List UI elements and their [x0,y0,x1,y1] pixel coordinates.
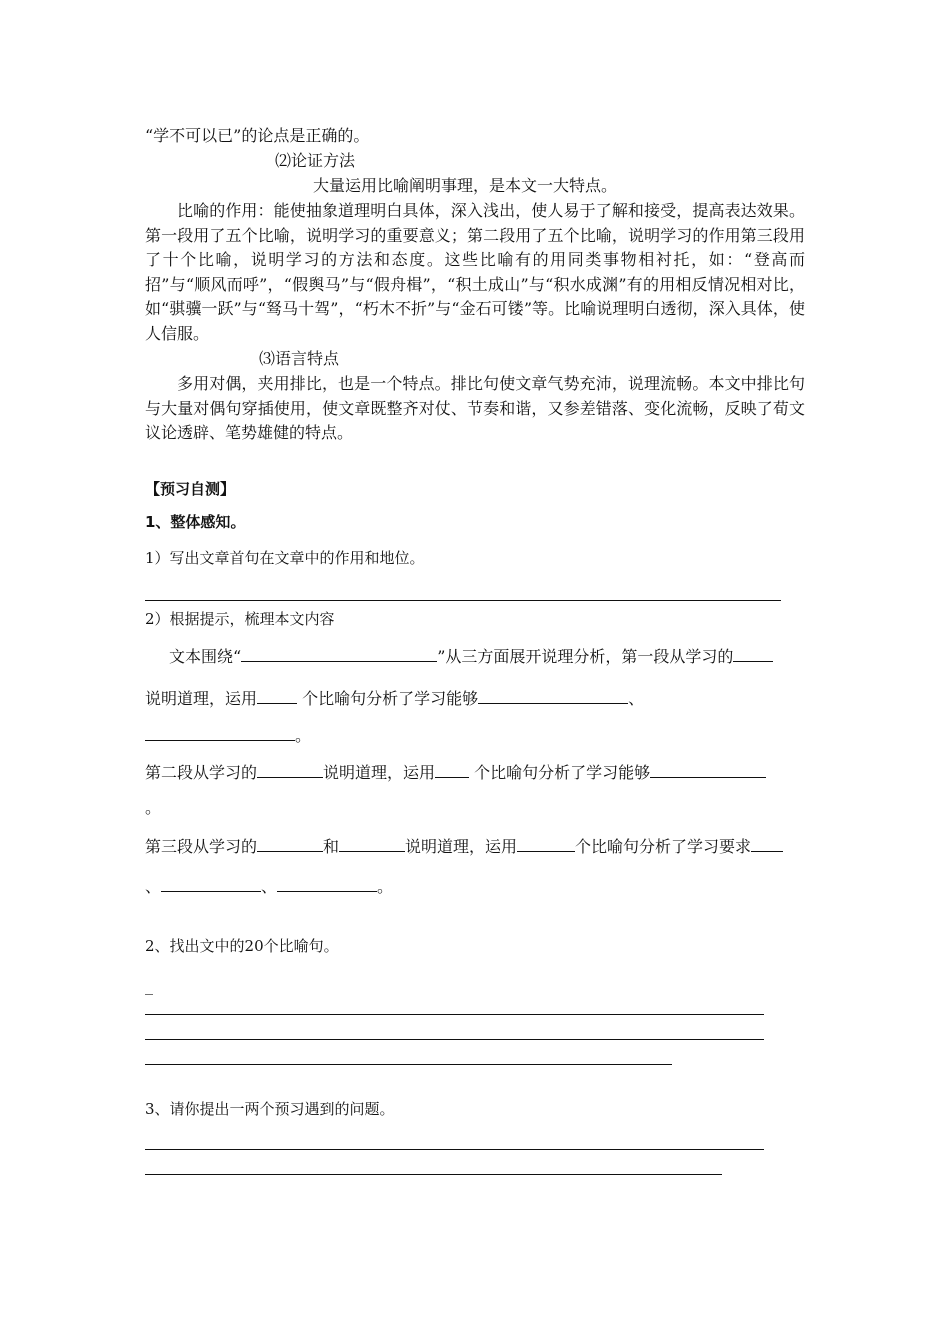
answer-mark: _ [145,976,153,995]
fill-blank[interactable] [257,685,297,704]
fill-text: 个比喻句分析了学习能够 [474,763,651,782]
fill-blank[interactable] [435,759,469,778]
fill-blank[interactable] [478,685,628,704]
fill-text: 个比喻句分析了学习要求 [575,837,752,856]
argument-conclusion-line: “学不可以已”的论点是正确的。 [145,126,370,145]
fill-text: 第二段从学习的 [145,763,258,782]
fill-text: 。 [295,726,312,745]
fill-blank[interactable] [339,833,405,852]
fill-text: 说明道理，运用 [145,689,258,708]
fill-text: 说明道理，运用 [323,763,436,782]
fill-blank[interactable] [733,643,773,662]
answer-line[interactable] [145,1064,672,1065]
fill-text: ”从三方面展开说理分析，第一段从学习的 [437,647,734,666]
answer-line[interactable] [145,600,781,601]
metaphor-paragraph: 比喻的作用：能使抽象道理明白具体，深入浅出，使人易于了解和接受，提高表达效果。第一段用了五个比喻，说明学习的重要意义；第二段用了五个比喻，说明学习的作用第三段用了十个比喻，说明学习的方法和态度。这些比喻有的用同类事物相衬托，如：“登高而招”与“顺风而呼”，“假舆马”与“假舟楫”，“积土成山”与“积水成渊”有的用相反情况相对比，如“骐骥一跃”与“驽马十驾”，“朽木不折”与“金石可镂”等。比喻说理明白透彻，深入具体，使人信服。 [145,201,805,343]
fill-text: 个比喻句分析了学习能够 [302,689,479,708]
fill-text: 和 [323,837,340,856]
fill-text: 。 [377,877,394,896]
fill-row-7 [145,873,393,899]
question-1-title: 1、整体感知。 [145,513,246,531]
question-2: 2、找出文中的20个比喻句。 [145,937,339,955]
language-paragraph: 多用对偶，夹用排比，也是一个特点。排比句使文章气势充沛，说理流畅。本文中排比句与大量对偶句穿插使用，使文章既整齐对仗、节奏和谐，又参差错落、变化流畅，反映了荀文议论透辟、笔势雄健的特点。 [145,374,805,442]
answer-line[interactable] [145,1039,764,1040]
fill-text: 、 [628,689,645,708]
fill-blank[interactable] [161,873,261,892]
answer-line[interactable] [145,1149,764,1150]
fill-blank[interactable] [277,873,377,892]
fill-row-2 [145,685,644,711]
fill-text: 、 [261,877,278,896]
fill-blank[interactable] [257,759,323,778]
fill-blank[interactable] [257,833,323,852]
fill-text: 、 [145,877,162,896]
preview-section-title: 【预习自测】 [145,480,236,498]
fill-text: 说明道理，运用 [405,837,518,856]
answer-line[interactable] [145,1014,764,1015]
answer-line[interactable] [145,1174,722,1175]
section-heading-language: ⑶语言特点 [259,349,340,368]
fill-blank[interactable] [751,833,783,852]
fill-row-6 [145,833,783,859]
method-intro-line: 大量运用比喻阐明事理，是本文一大特点。 [313,176,618,195]
fill-row-5: 。 [145,798,162,817]
section-heading-argument-method: ⑵论证方法 [275,151,356,170]
fill-text: 第三段从学习的 [145,837,258,856]
fill-blank[interactable] [517,833,575,852]
question-3: 3、请你提出一两个预习遇到的问题。 [145,1100,395,1118]
question-1-1: 1）写出文章首句在文章中的作用和地位。 [145,549,425,567]
question-1-2: 2）根据提示，梳理本文内容 [145,610,335,628]
fill-row-4 [145,759,766,785]
fill-blank[interactable] [145,722,295,741]
fill-blank[interactable] [241,643,437,662]
fill-blank[interactable] [650,759,766,778]
fill-row-1 [169,643,773,669]
fill-text: 文本围绕“ [169,647,242,666]
fill-row-3 [145,722,311,748]
